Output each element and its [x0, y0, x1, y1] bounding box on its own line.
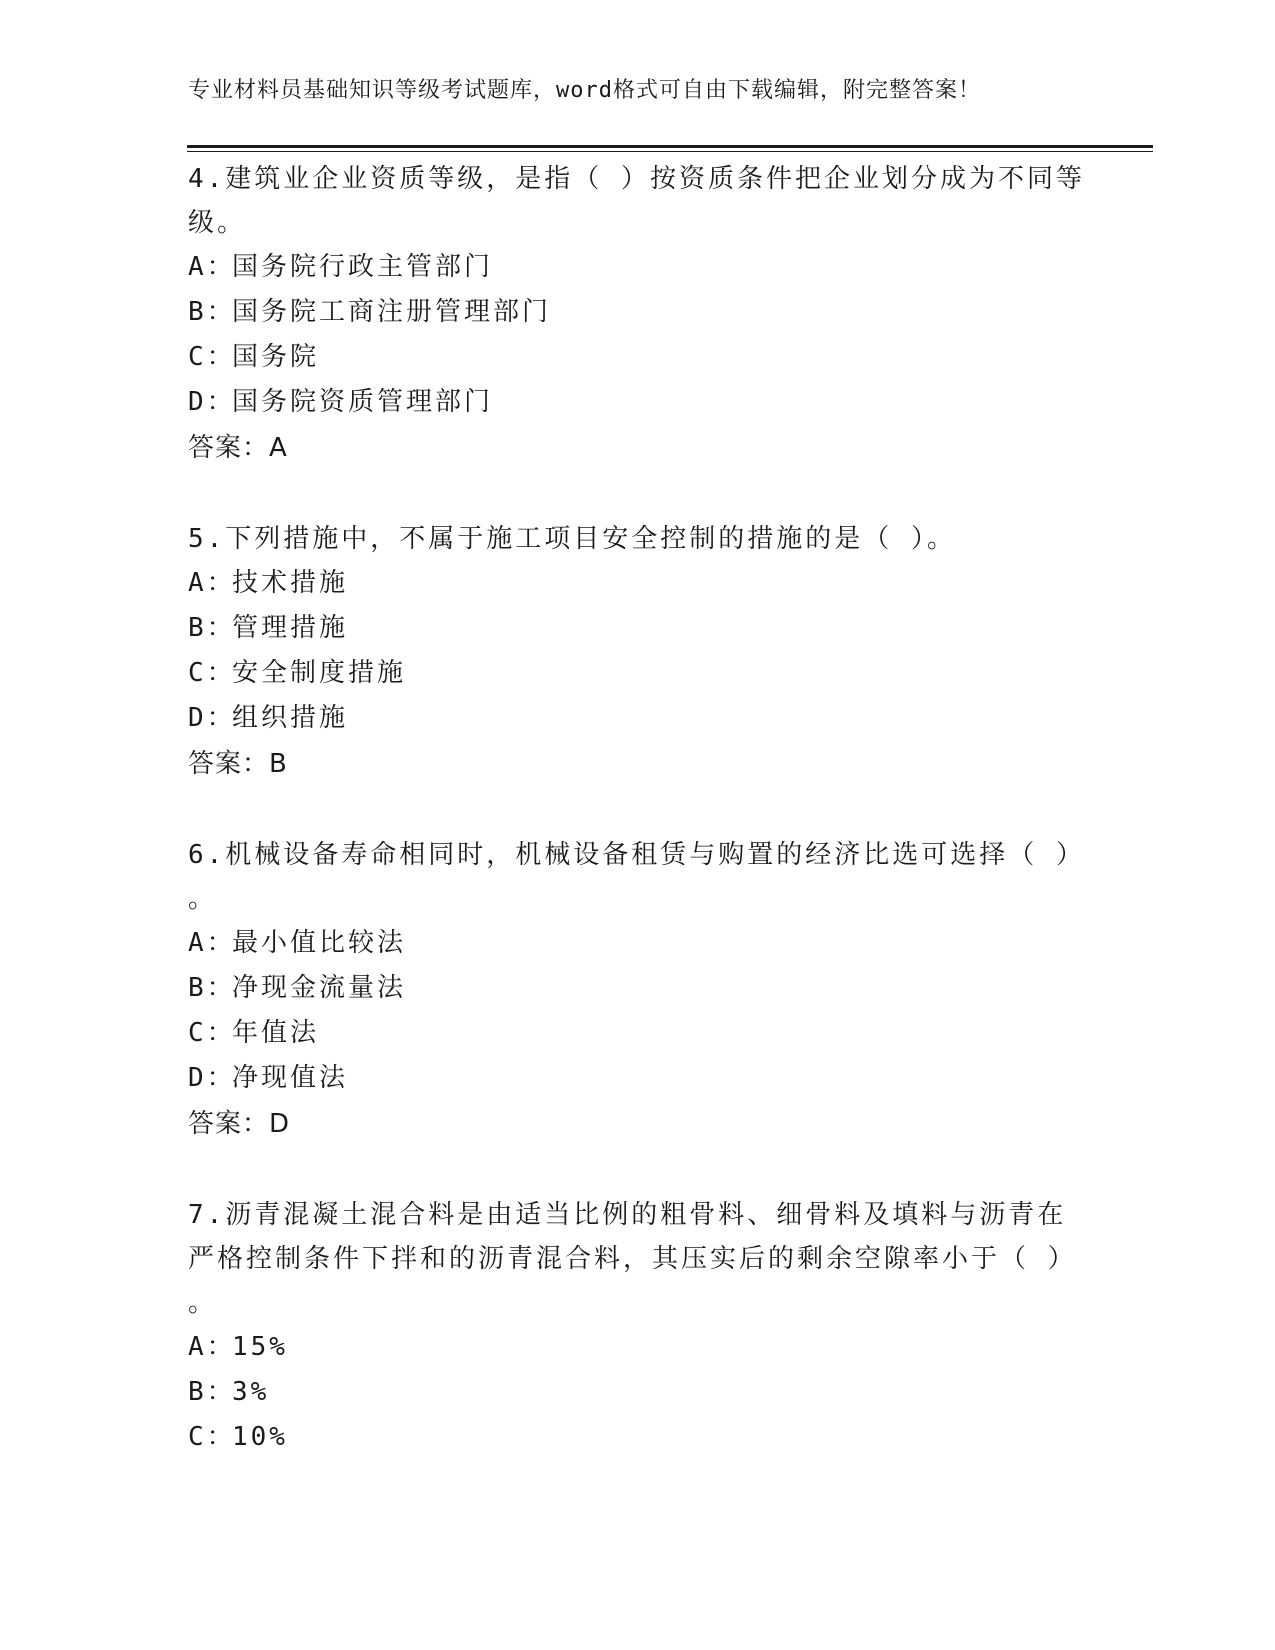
option-key: A： — [188, 252, 236, 282]
question-stem — [188, 1193, 1077, 1325]
option-b — [188, 606, 1088, 651]
option-text: 最小值比较法 — [232, 928, 407, 958]
stem-line: 5.下列措施中，不属于施工项目安全控制的措施的是（ ）。 — [188, 524, 956, 554]
answer-line: 答案：B — [188, 749, 288, 779]
option-key: A： — [188, 568, 236, 598]
option-text: 组织措施 — [232, 703, 349, 733]
option-a — [188, 1325, 1088, 1370]
option-key: D： — [188, 703, 236, 733]
question-5 — [188, 517, 1088, 787]
option-text: 10% — [232, 1422, 288, 1452]
option-key: B： — [188, 613, 236, 643]
option-c — [188, 651, 1088, 696]
question-7 — [188, 1193, 1088, 1460]
option-a — [188, 561, 1088, 606]
option-text: 净现值法 — [232, 1063, 349, 1093]
stem-line: 级。 — [188, 208, 247, 238]
question-stem — [188, 833, 1085, 921]
option-key: A： — [188, 928, 236, 958]
option-text: 净现金流量法 — [232, 973, 407, 1003]
question-stem — [188, 517, 1068, 561]
question-list — [188, 157, 1088, 1506]
option-key: D： — [188, 1063, 236, 1093]
option-key: C： — [188, 1018, 236, 1048]
answer-line: 答案：D — [188, 1109, 291, 1139]
option-text: 国务院工商注册管理部门 — [232, 297, 552, 327]
page-header: 专业材料员基础知识等级考试题库，word格式可自由下载编辑，附完整答案！ — [188, 78, 981, 103]
option-key: C： — [188, 342, 236, 372]
stem-line: 。 — [188, 1288, 218, 1318]
option-text: 安全制度措施 — [232, 658, 407, 688]
answer-line: 答案：A — [188, 433, 288, 463]
option-b — [188, 1370, 1088, 1415]
option-text: 国务院行政主管部门 — [232, 252, 494, 282]
option-key: B： — [188, 973, 236, 1003]
option-c — [188, 1011, 1088, 1056]
stem-line: 6.机械设备寿命相同时，机械设备租赁与购置的经济比选可选择（ ） — [188, 840, 1085, 870]
option-text: 国务院资质管理部门 — [232, 387, 494, 417]
option-text: 技术措施 — [232, 568, 349, 598]
option-text: 国务院 — [232, 342, 320, 372]
option-text: 3% — [232, 1377, 270, 1407]
option-key: C： — [188, 658, 236, 688]
stem-line: 严格控制条件下拌和的沥青混合料，其压实后的剩余空隙率小于（ ） — [188, 1244, 1077, 1274]
option-text: 年值法 — [232, 1018, 320, 1048]
header-rule-thin — [187, 151, 1153, 152]
option-key: B： — [188, 1377, 236, 1407]
option-a — [188, 921, 1088, 966]
option-c — [188, 1415, 1088, 1460]
question-stem — [188, 157, 1085, 245]
stem-line: 。 — [188, 884, 218, 914]
option-key: B： — [188, 297, 236, 327]
stem-line: 7.沥青混凝土混合料是由适当比例的粗骨料、细骨料及填料与沥青在 — [188, 1200, 1067, 1230]
option-c — [188, 335, 1088, 380]
option-key: A： — [188, 1332, 236, 1362]
option-b — [188, 290, 1088, 335]
option-key: C： — [188, 1422, 236, 1452]
option-d — [188, 380, 1088, 425]
option-d — [188, 696, 1088, 741]
option-text: 管理措施 — [232, 613, 349, 643]
question-6 — [188, 833, 1088, 1147]
option-key: D： — [188, 387, 236, 417]
stem-line: 4.建筑业企业资质等级，是指（ ）按资质条件把企业划分成为不同等 — [188, 164, 1085, 194]
option-b — [188, 966, 1088, 1011]
question-4 — [188, 157, 1088, 471]
option-d — [188, 1056, 1088, 1101]
header-rule-thick — [187, 145, 1153, 148]
option-text: 15% — [232, 1332, 288, 1362]
option-a — [188, 245, 1088, 290]
